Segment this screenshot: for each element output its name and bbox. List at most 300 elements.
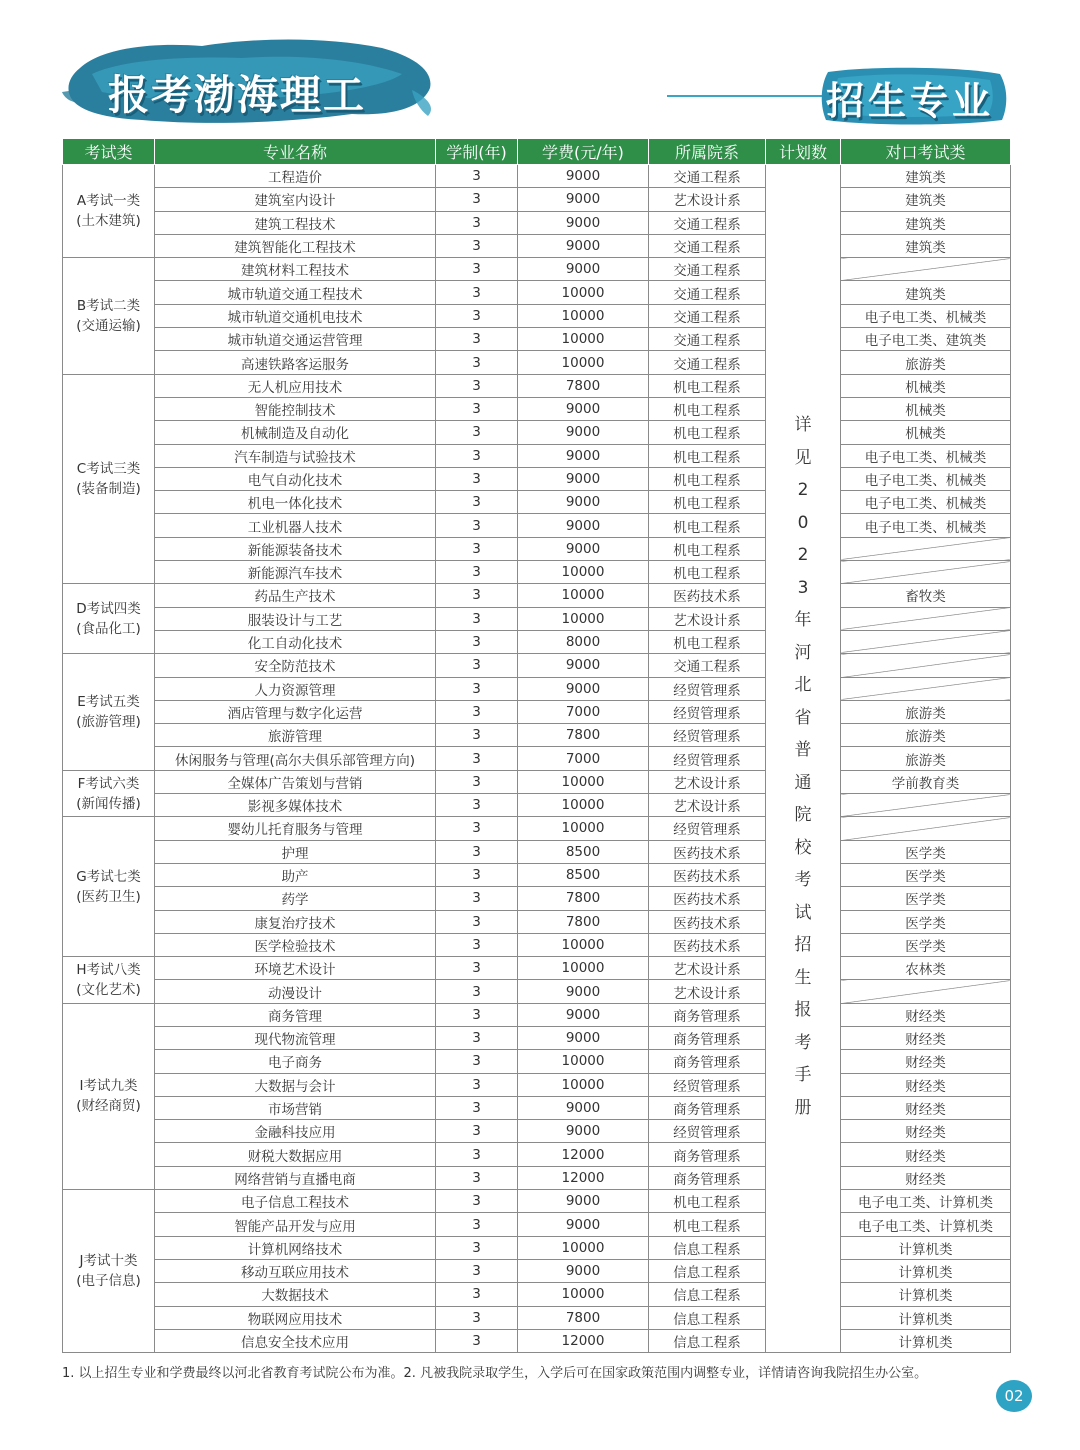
years-cell: 3 — [436, 258, 518, 281]
table-row — [63, 1143, 1011, 1166]
years-cell: 3 — [436, 281, 518, 304]
years-cell: 3 — [436, 840, 518, 863]
years-cell: 3 — [436, 537, 518, 560]
dept-cell: 医药技术系 — [649, 584, 766, 607]
fee-cell: 7800 — [518, 724, 649, 747]
fee-cell: 10000 — [518, 328, 649, 351]
fee-cell: 9000 — [518, 1213, 649, 1236]
fee-cell: 9000 — [518, 467, 649, 490]
major-cell: 建筑工程技术 — [155, 211, 436, 234]
table-row — [63, 281, 1011, 304]
years-cell: 3 — [436, 817, 518, 840]
exam-cell: 电子电工类、机械类 — [841, 467, 1011, 490]
fee-cell: 10000 — [518, 584, 649, 607]
dept-cell: 机电工程系 — [649, 491, 766, 514]
table-row — [63, 561, 1011, 584]
major-cell: 现代物流管理 — [155, 1026, 436, 1049]
dept-cell: 商务管理系 — [649, 1143, 766, 1166]
category-label: F考试六类 — [77, 775, 140, 792]
table-body — [63, 165, 1011, 1353]
plan-note-char: 详 — [794, 415, 812, 435]
years-cell: 3 — [436, 1329, 518, 1352]
table-row — [63, 1306, 1011, 1329]
dept-cell: 商务管理系 — [649, 1003, 766, 1026]
years-cell: 3 — [436, 1073, 518, 1096]
table-row — [63, 165, 1011, 188]
page-number: 02 — [996, 1380, 1032, 1412]
major-cell: 信息安全技术应用 — [155, 1329, 436, 1352]
category-label: A考试一类 — [76, 193, 141, 210]
major-cell: 助产 — [155, 863, 436, 886]
table-row — [63, 817, 1011, 840]
category-cell — [63, 1190, 155, 1353]
category-cell — [63, 957, 155, 1004]
major-cell: 影视多媒体技术 — [155, 794, 436, 817]
fee-cell: 9000 — [518, 421, 649, 444]
years-cell: 3 — [436, 1190, 518, 1213]
category-label: C考试三类 — [76, 461, 141, 477]
plan-note-char: 手 — [794, 1065, 812, 1085]
exam-cell — [841, 537, 1011, 560]
dept-cell: 经贸管理系 — [649, 1073, 766, 1096]
years-cell: 3 — [436, 374, 518, 397]
years-cell: 3 — [436, 794, 518, 817]
exam-cell: 建筑类 — [841, 188, 1011, 211]
category-label: E考试五类 — [77, 693, 140, 710]
years-cell: 3 — [436, 584, 518, 607]
years-cell: 3 — [436, 421, 518, 444]
major-cell: 电气自动化技术 — [155, 467, 436, 490]
column-header: 所属院系 — [649, 139, 766, 165]
exam-cell: 机械类 — [841, 397, 1011, 420]
exam-cell: 旅游类 — [841, 700, 1011, 723]
years-cell: 3 — [436, 677, 518, 700]
table-row — [63, 840, 1011, 863]
dept-cell: 机电工程系 — [649, 561, 766, 584]
category-label: (土木建筑) — [76, 213, 141, 230]
exam-cell: 电子电工类、建筑类 — [841, 328, 1011, 351]
header-divider-line — [667, 95, 827, 97]
table-row — [63, 630, 1011, 653]
table-row — [63, 1190, 1011, 1213]
exam-cell: 机械类 — [841, 374, 1011, 397]
exam-cell: 电子电工类、机械类 — [841, 444, 1011, 467]
dept-cell: 经贸管理系 — [649, 817, 766, 840]
major-cell: 婴幼儿托育服务与管理 — [155, 817, 436, 840]
plan-note-char: 册 — [794, 1097, 812, 1118]
dept-cell: 艺术设计系 — [649, 957, 766, 980]
category-label: (电子信息) — [76, 1273, 141, 1290]
table-row — [63, 304, 1011, 327]
major-cell: 无人机应用技术 — [155, 374, 436, 397]
fee-cell: 7000 — [518, 700, 649, 723]
fee-cell: 10000 — [518, 607, 649, 630]
exam-cell: 畜牧类 — [841, 584, 1011, 607]
exam-cell — [841, 607, 1011, 630]
dept-cell: 交通工程系 — [649, 351, 766, 374]
fee-cell: 7800 — [518, 374, 649, 397]
plan-note-char: 通 — [794, 772, 812, 793]
years-cell: 3 — [436, 607, 518, 630]
major-cell: 新能源汽车技术 — [155, 561, 436, 584]
plan-note-char: 普 — [794, 740, 812, 760]
fee-cell: 12000 — [518, 1329, 649, 1352]
category-label: (旅游管理) — [76, 713, 141, 730]
dept-cell: 医药技术系 — [649, 840, 766, 863]
years-cell: 3 — [436, 700, 518, 723]
major-cell: 移动互联应用技术 — [155, 1259, 436, 1282]
exam-cell — [841, 794, 1011, 817]
years-cell: 3 — [436, 234, 518, 257]
table-row — [63, 1026, 1011, 1049]
major-cell: 智能产品开发与应用 — [155, 1213, 436, 1236]
category-label: H考试八类 — [76, 961, 141, 978]
years-cell: 3 — [436, 887, 518, 910]
plan-note-char: 北 — [794, 675, 812, 695]
category-cell — [63, 584, 155, 654]
category-label: (财经商贸) — [76, 1098, 141, 1115]
years-cell: 3 — [436, 1143, 518, 1166]
exam-cell: 财经类 — [841, 1026, 1011, 1049]
table-row — [63, 584, 1011, 607]
dept-cell: 医药技术系 — [649, 863, 766, 886]
column-header: 学制(年) — [436, 139, 518, 165]
dept-cell: 艺术设计系 — [649, 980, 766, 1003]
fee-cell: 8500 — [518, 863, 649, 886]
exam-cell: 财经类 — [841, 1096, 1011, 1119]
years-cell: 3 — [436, 491, 518, 514]
years-cell: 3 — [436, 467, 518, 490]
years-cell: 3 — [436, 211, 518, 234]
fee-cell: 12000 — [518, 1166, 649, 1189]
footer-note: 1. 以上招生专业和学费最终以河北省教育考试院公布为准。2. 凡被我院录取学生，入学后可在国家政策范围内调整专业，详情请咨询我院招生办公室。 — [62, 1366, 928, 1381]
dept-cell: 商务管理系 — [649, 1026, 766, 1049]
major-cell: 化工自动化技术 — [155, 630, 436, 653]
fee-cell: 10000 — [518, 770, 649, 793]
years-cell: 3 — [436, 165, 518, 188]
exam-cell — [841, 980, 1011, 1003]
exam-cell: 计算机类 — [841, 1236, 1011, 1259]
major-cell: 酒店管理与数字化运营 — [155, 700, 436, 723]
table-row — [63, 1096, 1011, 1119]
table-row — [63, 747, 1011, 770]
plan-count-cell — [766, 165, 841, 1353]
fee-cell: 10000 — [518, 1236, 649, 1259]
plan-note-char: 2 — [797, 545, 809, 565]
years-cell: 3 — [436, 1166, 518, 1189]
dept-cell: 信息工程系 — [649, 1329, 766, 1352]
plan-note-char: 见 — [794, 447, 812, 468]
exam-cell: 医学类 — [841, 840, 1011, 863]
years-cell: 3 — [436, 630, 518, 653]
dept-cell: 交通工程系 — [649, 328, 766, 351]
exam-cell: 计算机类 — [841, 1329, 1011, 1352]
fee-cell: 7000 — [518, 747, 649, 770]
table-row — [63, 328, 1011, 351]
years-cell: 3 — [436, 1259, 518, 1282]
fee-cell: 10000 — [518, 351, 649, 374]
major-cell: 休闲服务与管理(高尔夫俱乐部管理方向) — [155, 747, 436, 770]
table-row — [63, 770, 1011, 793]
dept-cell: 商务管理系 — [649, 1096, 766, 1119]
years-cell: 3 — [436, 747, 518, 770]
category-label: I考试九类 — [79, 1078, 138, 1095]
fee-cell: 10000 — [518, 561, 649, 584]
fee-cell: 10000 — [518, 1283, 649, 1306]
exam-cell — [841, 561, 1011, 584]
exam-cell: 计算机类 — [841, 1306, 1011, 1329]
years-cell: 3 — [436, 397, 518, 420]
years-cell: 3 — [436, 724, 518, 747]
major-cell: 医学检验技术 — [155, 933, 436, 956]
fee-cell: 8000 — [518, 630, 649, 653]
dept-cell: 经贸管理系 — [649, 700, 766, 723]
dept-cell: 艺术设计系 — [649, 188, 766, 211]
fee-cell: 9000 — [518, 1190, 649, 1213]
major-cell: 金融科技应用 — [155, 1120, 436, 1143]
major-cell: 市场营销 — [155, 1096, 436, 1119]
column-header: 对口考试类 — [841, 139, 1011, 165]
major-cell: 机电一体化技术 — [155, 491, 436, 514]
table-row — [63, 1213, 1011, 1236]
table-row — [63, 607, 1011, 630]
fee-cell: 10000 — [518, 281, 649, 304]
fee-cell: 10000 — [518, 1050, 649, 1073]
category-label: (医药卫生) — [76, 888, 141, 905]
exam-cell — [841, 654, 1011, 677]
fee-cell: 9000 — [518, 537, 649, 560]
major-cell: 网络营销与直播电商 — [155, 1166, 436, 1189]
major-cell: 大数据技术 — [155, 1283, 436, 1306]
dept-cell: 交通工程系 — [649, 165, 766, 188]
major-cell: 护理 — [155, 840, 436, 863]
plan-note-char: 2 — [797, 480, 809, 500]
years-cell: 3 — [436, 1050, 518, 1073]
dept-cell: 经贸管理系 — [649, 724, 766, 747]
plan-note-char: 年 — [794, 610, 812, 630]
plan-note-char: 报 — [794, 1000, 812, 1020]
exam-cell: 电子电工类、计算机类 — [841, 1213, 1011, 1236]
dept-cell: 经贸管理系 — [649, 677, 766, 700]
exam-cell: 农林类 — [841, 957, 1011, 980]
dept-cell: 信息工程系 — [649, 1283, 766, 1306]
exam-cell: 财经类 — [841, 1073, 1011, 1096]
fee-cell: 9000 — [518, 677, 649, 700]
years-cell: 3 — [436, 188, 518, 211]
fee-cell: 9000 — [518, 1026, 649, 1049]
dept-cell: 机电工程系 — [649, 421, 766, 444]
table-row — [63, 1283, 1011, 1306]
category-cell — [63, 374, 155, 584]
fee-cell: 8500 — [518, 840, 649, 863]
major-cell: 服装设计与工艺 — [155, 607, 436, 630]
dept-cell: 商务管理系 — [649, 1166, 766, 1189]
fee-cell: 10000 — [518, 1073, 649, 1096]
exam-cell: 旅游类 — [841, 724, 1011, 747]
major-cell: 城市轨道交通机电技术 — [155, 304, 436, 327]
plan-note-char: 3 — [797, 577, 809, 598]
major-cell: 建筑材料工程技术 — [155, 258, 436, 281]
dept-cell: 机电工程系 — [649, 514, 766, 537]
dept-cell: 机电工程系 — [649, 537, 766, 560]
fee-cell: 9000 — [518, 491, 649, 514]
table-row — [63, 957, 1011, 980]
major-cell: 计算机网络技术 — [155, 1236, 436, 1259]
major-cell: 药品生产技术 — [155, 584, 436, 607]
fee-cell: 9000 — [518, 514, 649, 537]
fee-cell: 10000 — [518, 933, 649, 956]
major-cell: 全媒体广告策划与营销 — [155, 770, 436, 793]
exam-cell: 财经类 — [841, 1050, 1011, 1073]
exam-cell: 财经类 — [841, 1003, 1011, 1026]
dept-cell: 交通工程系 — [649, 654, 766, 677]
category-label: (新闻传播) — [76, 795, 141, 812]
dept-cell: 医药技术系 — [649, 910, 766, 933]
column-header: 学费(元/年) — [518, 139, 649, 165]
exam-cell: 电子电工类、机械类 — [841, 304, 1011, 327]
table-row — [63, 1259, 1011, 1282]
fee-cell: 9000 — [518, 211, 649, 234]
table-row — [63, 654, 1011, 677]
exam-cell: 机械类 — [841, 421, 1011, 444]
exam-cell — [841, 817, 1011, 840]
exam-cell: 医学类 — [841, 910, 1011, 933]
plan-note-char: 招 — [794, 935, 812, 955]
category-label: (食品化工) — [76, 620, 141, 637]
major-cell: 电子信息工程技术 — [155, 1190, 436, 1213]
category-label: (文化艺术) — [76, 981, 141, 998]
plan-note-char: 0 — [797, 512, 809, 533]
dept-cell: 信息工程系 — [649, 1259, 766, 1282]
major-cell: 智能控制技术 — [155, 397, 436, 420]
dept-cell: 交通工程系 — [649, 234, 766, 257]
fee-cell: 9000 — [518, 258, 649, 281]
exam-cell: 计算机类 — [841, 1259, 1011, 1282]
years-cell: 3 — [436, 770, 518, 793]
dept-cell: 交通工程系 — [649, 304, 766, 327]
table-row — [63, 397, 1011, 420]
table-row — [63, 234, 1011, 257]
table-row — [63, 794, 1011, 817]
years-cell: 3 — [436, 1026, 518, 1049]
exam-cell: 建筑类 — [841, 211, 1011, 234]
dept-cell: 机电工程系 — [649, 630, 766, 653]
major-cell: 康复治疗技术 — [155, 910, 436, 933]
major-cell: 城市轨道交通运营管理 — [155, 328, 436, 351]
major-cell: 安全防范技术 — [155, 654, 436, 677]
dept-cell: 机电工程系 — [649, 444, 766, 467]
exam-cell: 财经类 — [841, 1143, 1011, 1166]
dept-cell: 艺术设计系 — [649, 770, 766, 793]
table-row — [63, 1003, 1011, 1026]
column-header: 考试类 — [63, 139, 155, 165]
exam-cell — [841, 677, 1011, 700]
exam-cell: 旅游类 — [841, 747, 1011, 770]
major-cell: 高速铁路客运服务 — [155, 351, 436, 374]
dept-cell: 机电工程系 — [649, 1190, 766, 1213]
major-cell: 动漫设计 — [155, 980, 436, 1003]
major-cell: 大数据与会计 — [155, 1073, 436, 1096]
table-row — [63, 1120, 1011, 1143]
major-cell: 城市轨道交通工程技术 — [155, 281, 436, 304]
major-cell: 财税大数据应用 — [155, 1143, 436, 1166]
years-cell: 3 — [436, 1213, 518, 1236]
dept-cell: 艺术设计系 — [649, 794, 766, 817]
years-cell: 3 — [436, 1236, 518, 1259]
dept-cell: 机电工程系 — [649, 467, 766, 490]
exam-cell: 电子电工类、机械类 — [841, 491, 1011, 514]
exam-cell: 医学类 — [841, 933, 1011, 956]
category-cell — [63, 165, 155, 258]
table-row — [63, 933, 1011, 956]
years-cell: 3 — [436, 514, 518, 537]
major-cell: 汽车制造与试验技术 — [155, 444, 436, 467]
category-cell — [63, 654, 155, 770]
plan-note-char: 考 — [794, 1032, 812, 1053]
years-cell: 3 — [436, 654, 518, 677]
table-row — [63, 1329, 1011, 1352]
table-row — [63, 444, 1011, 467]
table-row — [63, 887, 1011, 910]
years-cell: 3 — [436, 933, 518, 956]
fee-cell: 7800 — [518, 1306, 649, 1329]
category-cell — [63, 1003, 155, 1189]
years-cell: 3 — [436, 957, 518, 980]
dept-cell: 交通工程系 — [649, 258, 766, 281]
category-cell — [63, 770, 155, 817]
category-cell — [63, 817, 155, 957]
table-row — [63, 211, 1011, 234]
category-label: (装备制造) — [76, 481, 141, 497]
category-label: G考试七类 — [76, 868, 141, 885]
plan-note-char: 试 — [794, 902, 812, 923]
fee-cell: 9000 — [518, 444, 649, 467]
plan-note-char: 生 — [794, 967, 812, 988]
category-cell — [63, 258, 155, 374]
years-cell: 3 — [436, 444, 518, 467]
table-row — [63, 537, 1011, 560]
fee-cell: 9000 — [518, 980, 649, 1003]
category-label: (交通运输) — [76, 317, 141, 334]
major-cell: 商务管理 — [155, 1003, 436, 1026]
fee-cell: 9000 — [518, 1003, 649, 1026]
major-cell: 建筑智能化工程技术 — [155, 234, 436, 257]
dept-cell: 医药技术系 — [649, 933, 766, 956]
table-row — [63, 258, 1011, 281]
exam-cell — [841, 258, 1011, 281]
plan-note-char: 考 — [794, 870, 812, 890]
years-cell: 3 — [436, 328, 518, 351]
table-row — [63, 467, 1011, 490]
column-header: 计划数 — [766, 139, 841, 165]
major-cell: 人力资源管理 — [155, 677, 436, 700]
major-cell: 建筑室内设计 — [155, 188, 436, 211]
dept-cell: 经贸管理系 — [649, 1120, 766, 1143]
fee-cell: 10000 — [518, 794, 649, 817]
table-row — [63, 910, 1011, 933]
years-cell: 3 — [436, 351, 518, 374]
table-row — [63, 700, 1011, 723]
major-cell: 工程造价 — [155, 165, 436, 188]
table-header-row — [63, 139, 1011, 165]
years-cell: 3 — [436, 980, 518, 1003]
category-label: D考试四类 — [76, 600, 141, 617]
dept-cell: 医药技术系 — [649, 887, 766, 910]
fee-cell: 9000 — [518, 234, 649, 257]
exam-cell: 旅游类 — [841, 351, 1011, 374]
years-cell: 3 — [436, 1283, 518, 1306]
major-cell: 环境艺术设计 — [155, 957, 436, 980]
